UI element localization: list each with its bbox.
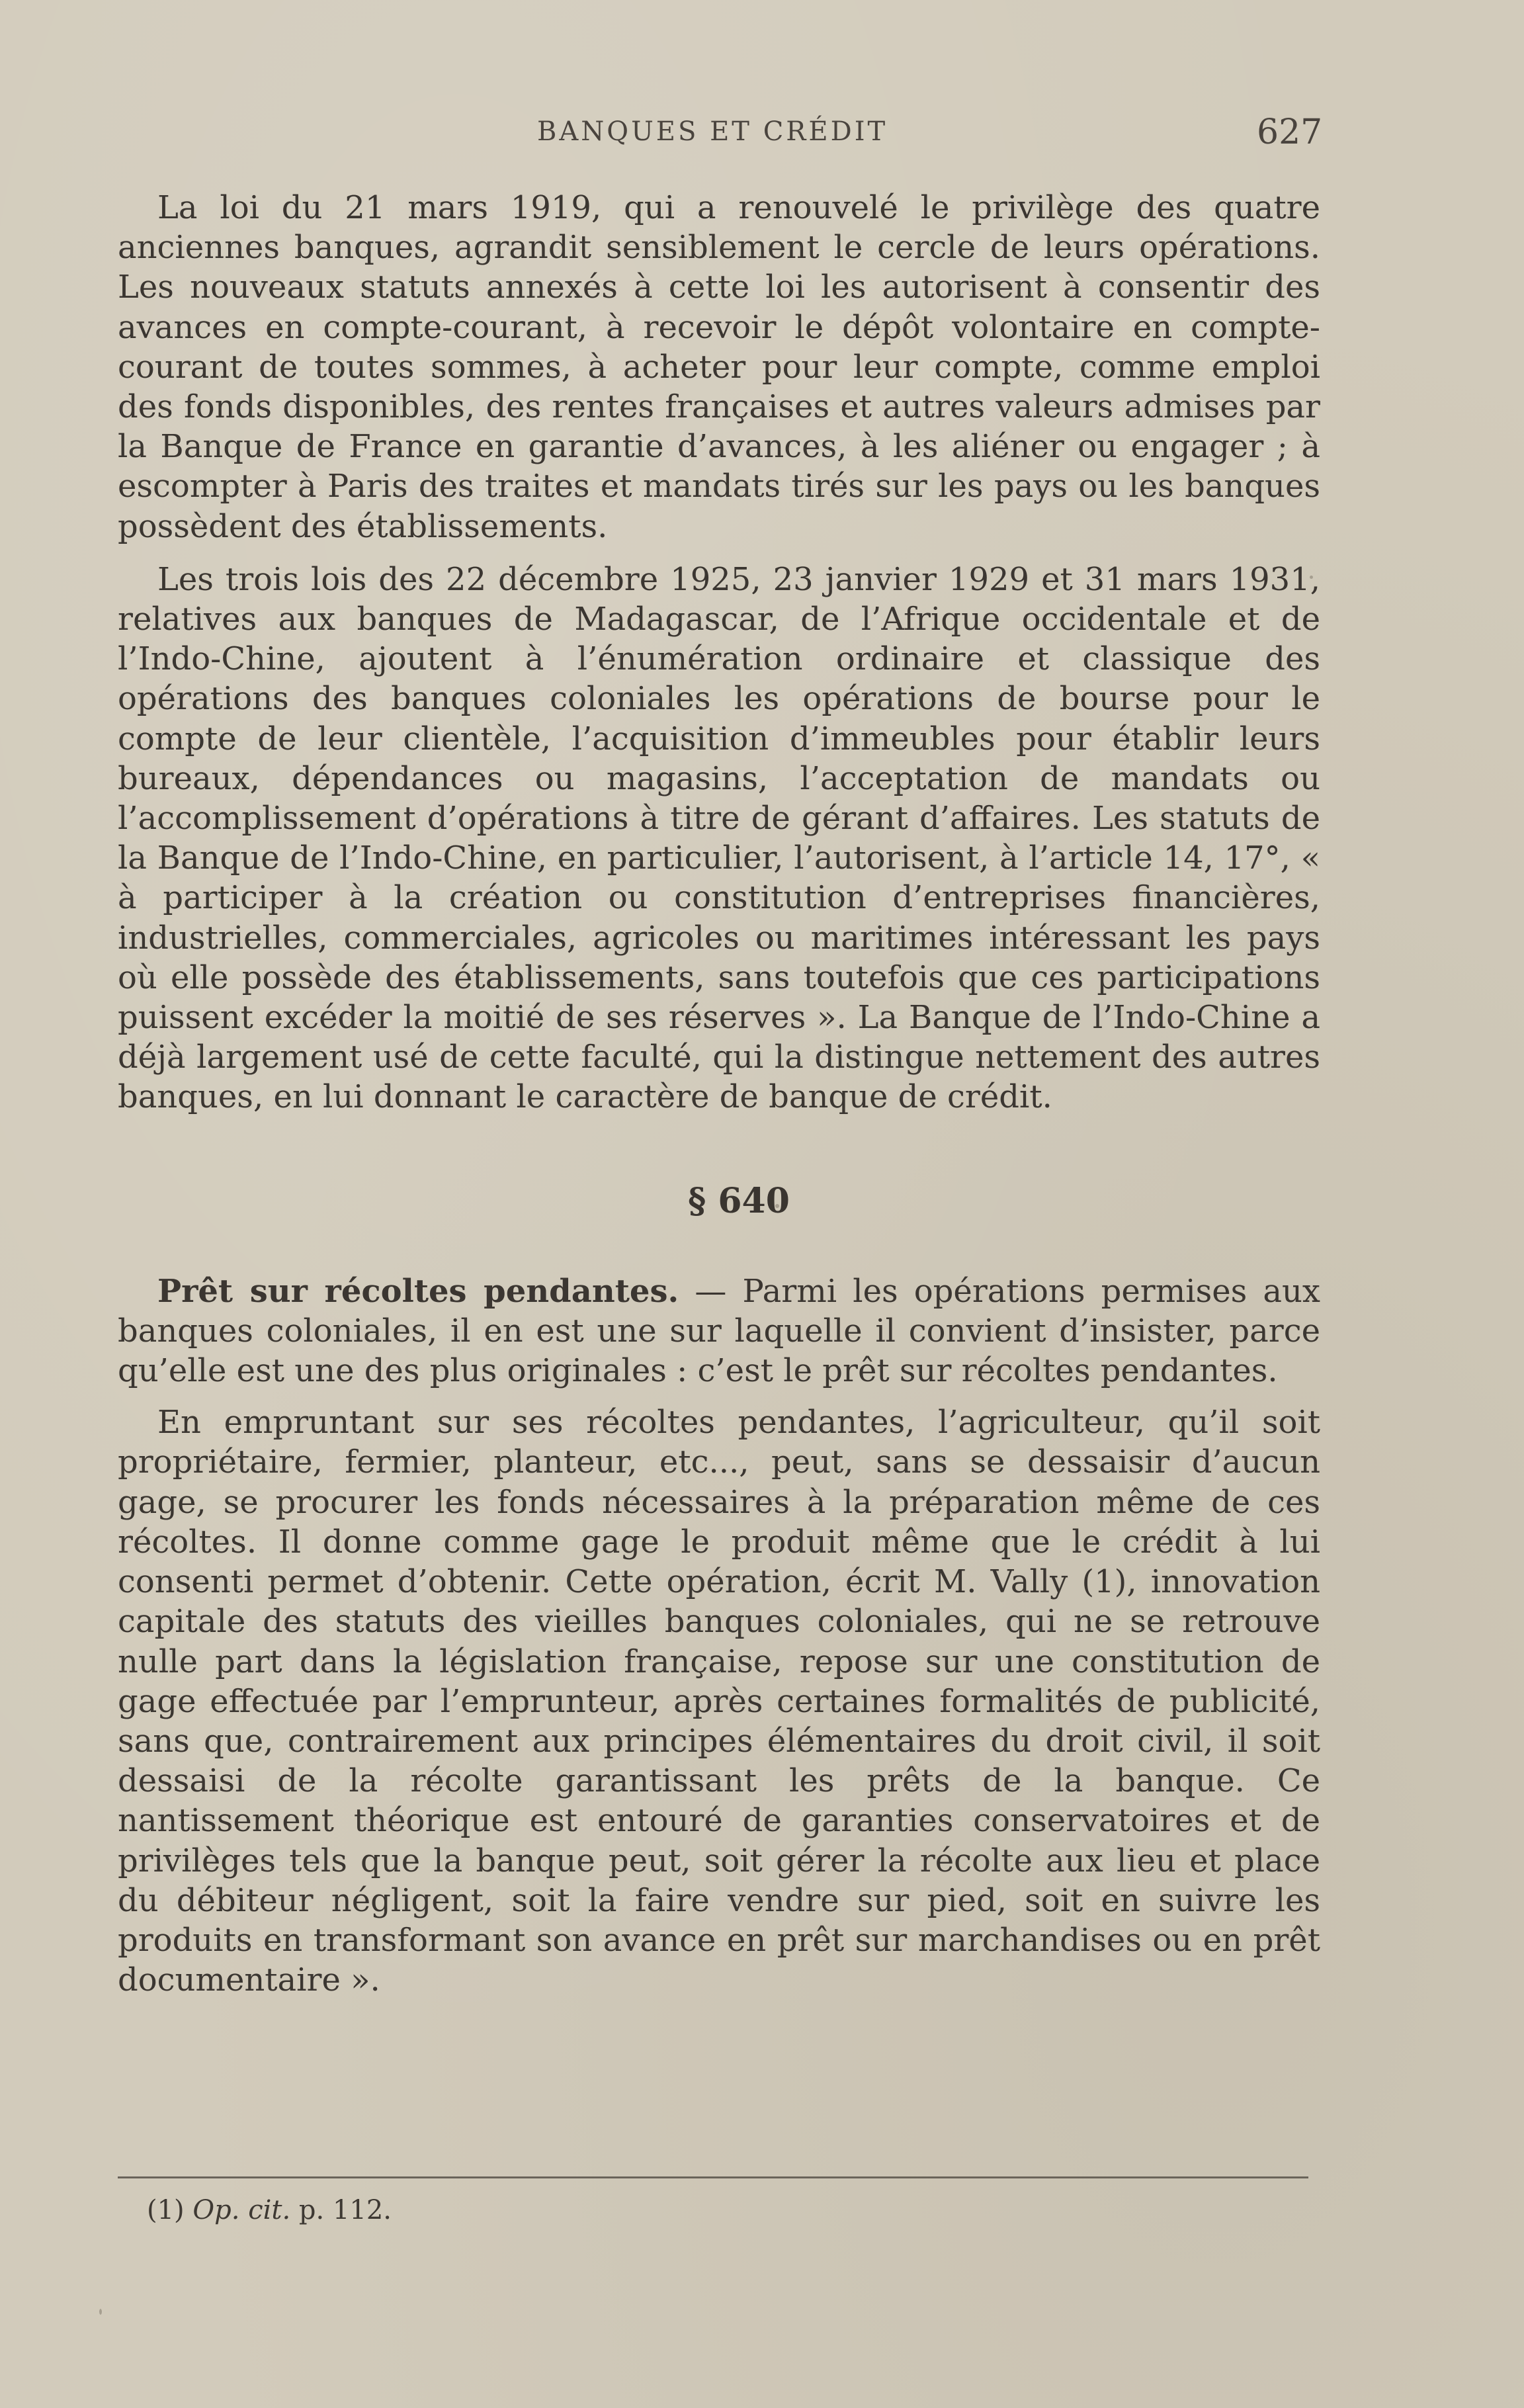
paper-speck: [775, 1204, 779, 1208]
page-number: 627: [1257, 112, 1323, 152]
footnote-page-ref: p. 112.: [298, 2195, 392, 2225]
footnote: [147, 2195, 392, 2225]
paragraph-loi-1919: La loi du 21 mars 1919, qui a renouvelé le privilège des quatre anciennes banques, agrandit sensiblement le cercle de leurs opérations. Les nouveaux statuts annexés à cette loi les autorisent à consentir des avances en compte-courant, à recevoir le dépôt volontaire en compte-courant de toutes sommes, à acheter pour leur compte, comme emploi des fonds disponibles, des rentes françaises et autres valeurs admises par la Banque de France en garantie d’avances, à les aliéner ou engager ; à escompter à Paris des traites et mandats tirés sur les pays ou les banques possèdent des établissements.: [118, 189, 1320, 545]
paragraph-empruntant: En empruntant sur ses récoltes pendantes, l’agriculteur, qu’il soit propriétaire, fermier, planteur, etc..., peut, sans se dessaisir d’aucun gage, se procurer les fonds nécessaires à la préparation même de ces récoltes. Il donne comme gage le produit même que le crédit à lui consenti permet d’obtenir. Cette opération, écrit M. Vally (1), innovation capitale des statuts des vieilles banques coloniales, qui ne se retrouve nulle part dans la législation française, repose sur une constitution de gage effectuée par l’emprunteur, après certaines formalités de publicité, sans que, contrairement aux principes élémentaires du droit civil, il soit dessaisi de la récolte garantissant les prêts de la banque. Ce nantissement théorique est entouré de garanties conservatoires et de privilèges tels que la banque peut, soit gérer la récolte aux lieu et place du débiteur négligent, soit la faire vendre sur pied, soit en suivre les produits en transformant son avance en prêt sur marchandises ou en prêt documentaire ».: [118, 1404, 1320, 1999]
footnote-divider: [118, 2176, 1308, 2178]
paragraph-trois-lois: Les trois lois des 22 décembre 1925, 23 janvier 1929 et 31 mars 1931, relatives aux banques de Madagascar, de l’Afrique occidentale et de l’Indo-Chine, ajoutent à l’énumération ordinaire et classique des opérations des banques coloniales les opérations de bourse pour le compte de leur clientèle, l’acquisition d’immeubles pour établir leurs bureaux, dépendances ou magasins, l’acceptation de mandats ou l’accomplissement d’opérations à titre de gérant d’affaires. Les statuts de la Banque de l’Indo-Chine, en particulier, l’autorisent, à l’article 14, 17°, « à participer à la création ou constitution d’entreprises financières, industrielles, commerciales, agricoles ou maritimes intéressant les pays où elle possède des établissements, sans toutefois que ces participations puissent excéder la moitié de ses réserves ». La Banque de l’Indo-Chine a déjà largement usé de cette faculté, qui la distingue nettement des autres banques, en lui donnant le caractère de banque de crédit.: [118, 560, 1320, 1116]
running-head-title: BANQUES ET CRÉDIT: [537, 116, 888, 147]
paper-speck: [1310, 576, 1313, 579]
paragraph-pret-recoltes-text: — Parmi les opérations permises aux banques coloniales, il en est une sur laquelle il convient d’insister, parce qu’elle est une des plus originales : c’est le prêt sur récoltes pendantes.: [118, 1272, 1320, 1390]
footnote-reference: Op. cit.: [192, 2195, 291, 2225]
paragraph-pret-recoltes: [118, 1271, 1320, 1391]
section-number-heading: § 640: [688, 1180, 790, 1221]
paper-speck: [99, 2309, 102, 2315]
run-in-heading: Prêt sur récoltes pendantes.: [157, 1272, 679, 1310]
main-text-block: [118, 188, 1320, 2000]
footnote-marker: (1): [147, 2195, 185, 2225]
